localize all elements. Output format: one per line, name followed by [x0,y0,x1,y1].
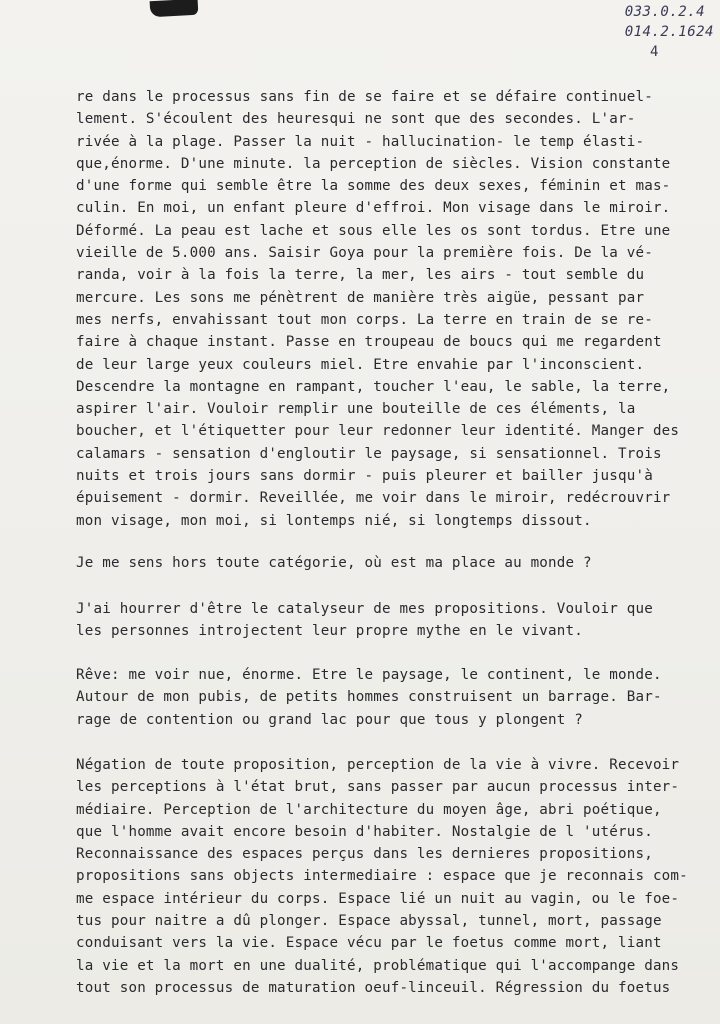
archive-reference [625,2,714,42]
text-line: Autour de mon pubis, de petits hommes construisent un barrage. Bar- [76,689,662,706]
text-line: calamars - sensation d'engloutir le paysage, si sensationnel. Trois [76,445,662,462]
text-line: mon visage, mon moi, si lontemps nié, si longtemps dissout. [76,512,592,529]
text-line: culin. En moi, un enfant pleure d'effroi. Mon visage dans le miroir. [76,200,671,217]
text-line: me espace intérieur du corps. Espace lié un nuit au vagin, ou le foe- [76,890,680,907]
text-line: vieille de 5.000 ans. Saisir Goya pour la première fois. De la vé- [76,245,653,262]
text-line: Rêve: me voir nue, énorme. Etre le paysage, le continent, le monde. [76,667,662,683]
text-line: d'une forme qui semble être la somme des deux sexes, féminin et mas- [76,178,671,195]
text-line: aspirer l'air. Vouloir remplir une bouteille de ces éléments, la [76,401,636,418]
text-line: les perceptions à l'état brut, sans passer par aucun processus inter- [76,779,680,796]
text-line: faire à chaque instant. Passe en troupeau de boucs qui me regardent [76,334,662,351]
text-line: épuisement - dormir. Reveillée, me voir dans le miroir, redécrouvrir [76,490,671,507]
text-line: Négation de toute proposition, perception de la vie à vivre. Recevoir [76,757,680,773]
text-line: tus pour naitre a dû plonger. Espace abyssal, tunnel, mort, passage [76,913,662,930]
text-line: de leur large yeux couleurs miel. Etre envahie par l'inconscient. [76,356,645,373]
page-number: 4 [650,44,659,60]
text-line: Descendre la montagne en rampant, toucher l'eau, le sable, la terre, [76,378,671,395]
text-line: les personnes introjectent leur propre mythe en le vivant. [76,623,584,640]
text-line: propositions sans objects intermediaire : espace que je reconnais com- [76,868,688,885]
paragraph-4 [76,664,716,731]
text-line: que l'homme avait encore besoin d'habiter. Nostalgie de l 'utérus. [76,823,653,840]
text-line: mercure. Les sons me pénètrent de manière très aigüe, pessant par [76,289,645,306]
archive-ref-1: 033.0.2.4 [624,4,706,20]
text-line: randa, voir à la fois la terre, la mer, les airs - tout semble du [76,267,645,284]
text-line: rage de contention ou grand lac pour que tous y plongent ? [76,711,584,728]
text-line: Déformé. La peau est lache et sous elle les os sont tordus. Etre une [76,222,671,239]
paragraph-5 [76,754,716,999]
text-line: rivée à la plage. Passer la nuit - hallucination- le temp élasti- [76,133,645,150]
archive-ref-2: 014.2.1624 [624,24,714,40]
text-line: que,énorme. D'une minute. la perception de siècles. Vision constante [76,155,671,172]
text-line: re dans le processus sans fin de se faire et se défaire continuel- [76,89,653,105]
text-line: la vie et la mort en une dualité, problématique qui l'accompange dans [76,957,680,974]
text-line: médiaire. Perception de l'architecture du moyen âge, abri poétique, [76,801,662,818]
text-line: nuits et trois jours sans dormir - puis pleurer et bailler jusqu'à [76,468,653,485]
paragraph-1 [76,86,716,532]
text-line: Reconnaissance des espaces perçus dans les dernieres propositions, [76,846,653,863]
paragraph-3 [76,598,716,643]
text-line: J'ai hourrer d'être le catalyseur de mes propositions. Vouloir que [76,601,653,617]
tape-mark [150,0,199,17]
text-line: boucher, et l'étiquetter pour leur redonner leur identité. Manger des [76,423,680,440]
text-line: tout son processus de maturation oeuf-linceuil. Régression du foetus [76,979,671,996]
text-line: Je me sens hors toute catégorie, où est ma place au monde ? [76,555,592,571]
text-line: mes nerfs, envahissant tout mon corps. La terre en train de se re- [76,311,653,328]
paragraph-2 [76,552,716,574]
text-line: conduisant vers la vie. Espace vécu par le foetus comme mort, liant [76,935,662,952]
text-line: lement. S'écoulent des heuresqui ne sont que des secondes. L'ar- [76,111,636,128]
